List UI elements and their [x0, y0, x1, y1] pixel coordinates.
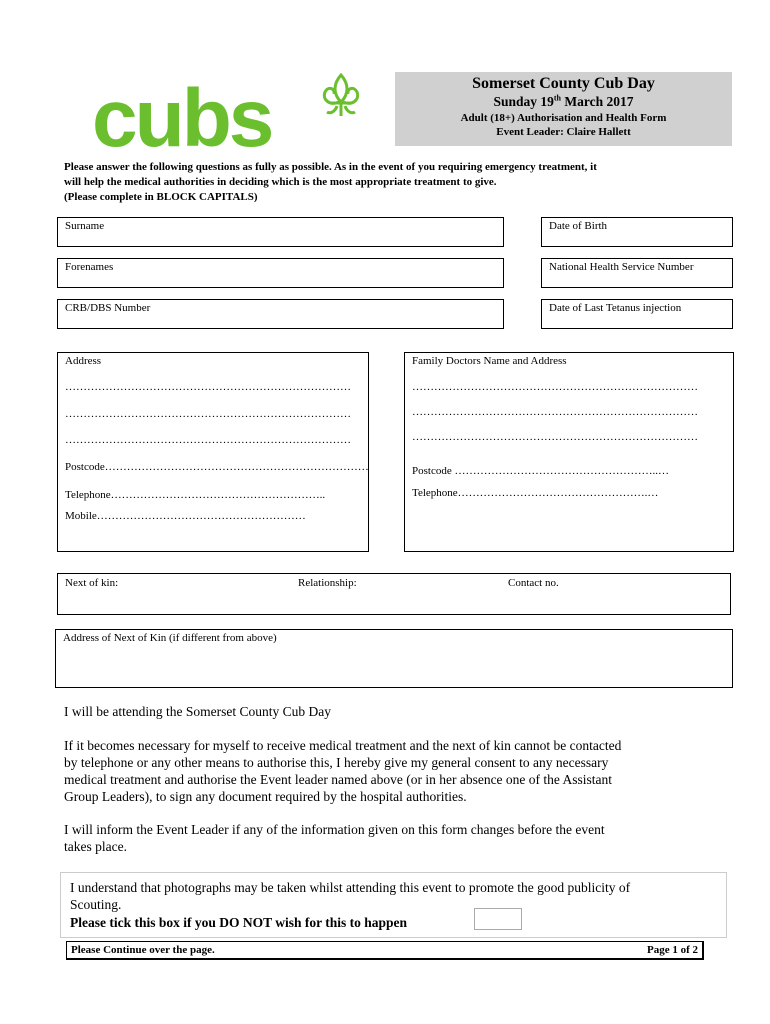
forenames-label: Forenames	[65, 261, 114, 273]
forenames-field[interactable]	[57, 258, 504, 288]
address-mobile: Mobile…………………………………………………	[65, 510, 306, 522]
address-postcode: Postcode………………………………………………………………	[65, 461, 369, 473]
nhs-label: National Health Service Number	[549, 261, 694, 273]
dob-field[interactable]	[541, 217, 733, 247]
doctor-line-2: ……………………………………………………………………	[412, 406, 698, 418]
nhs-number-field[interactable]	[541, 258, 733, 288]
address-label: Address	[65, 355, 102, 367]
next-of-kin-label: Next of kin:	[65, 577, 119, 589]
doctor-telephone: Telephone…………………………………………….…	[412, 487, 659, 499]
next-of-kin-box[interactable]	[57, 573, 731, 615]
address-telephone: Telephone…………………………………………………..	[65, 489, 326, 501]
address-box[interactable]	[57, 352, 369, 552]
page-number: Page 1 of 2	[646, 944, 698, 956]
surname-field[interactable]	[57, 217, 504, 247]
page-footer	[66, 941, 704, 960]
surname-label: Surname	[65, 220, 105, 232]
photo-consent-text: I understand that photographs may be taken whilst attending this event to promote the good publicity of	[70, 880, 631, 895]
next-of-kin-address-box[interactable]	[55, 629, 733, 688]
consent-statement: If it becomes necessary for myself to receive medical treatment and the next of kin cannot be contacted by telephone or any other means to authorise this, I hereby give my general consent to any necessary medical treatment and authorise the Event leader named above (or in her absence one of the Assistant Group Leaders), to sign any document required by the hospital authorities.	[64, 738, 622, 804]
crb-dbs-field[interactable]	[57, 299, 504, 329]
photo-consent-box: I understand that photographs may be taken whilst attending this event to promote the good publicity of Scouting. Please tick this box if you DO NOT wish for this to happen	[60, 872, 727, 938]
photo-opt-out-label: Please tick this box if you DO NOT wish for this to happen	[70, 915, 408, 930]
relationship-label: Relationship:	[298, 577, 357, 589]
address-line-2: ……………………………………………………………………	[65, 408, 351, 420]
tetanus-label: Date of Last Tetanus injection	[549, 302, 682, 314]
next-of-kin-address-label: Address of Next of Kin (if different from above)	[63, 632, 277, 644]
tetanus-date-field[interactable]	[541, 299, 733, 329]
event-title: Somerset County Cub Day	[472, 75, 655, 92]
dob-label: Date of Birth	[549, 220, 608, 232]
instructions: Please answer the following questions as fully as possible. As in the event of you requiring emergency treatment, it will help the medical authorities in deciding which is the most appropriate treatment to give. (Please complete in BLOCK CAPITALS)	[64, 161, 597, 203]
doctor-label: Family Doctors Name and Address	[412, 355, 567, 367]
event-header	[395, 72, 732, 146]
doctor-line-3: ……………………………………………………………………	[412, 431, 698, 443]
doctor-line-1: ……………………………………………………………………	[412, 381, 698, 393]
event-date: Sunday 19th March 2017	[493, 93, 634, 109]
event-leader: Event Leader: Claire Hallett	[496, 126, 631, 138]
contact-number-label: Contact no.	[508, 577, 559, 589]
continue-note: Please Continue over the page.	[71, 944, 215, 956]
doctor-box[interactable]	[404, 352, 734, 552]
crb-label: CRB/DBS Number	[65, 302, 151, 314]
attending-statement: I will be attending the Somerset County Cub Day	[64, 704, 331, 719]
photo-opt-out-checkbox[interactable]	[474, 908, 522, 930]
doctor-postcode: Postcode ………………………………………………..…	[412, 465, 669, 477]
inform-statement: I will inform the Event Leader if any of the information given on this form changes before the event takes place.	[64, 822, 605, 854]
fleur-de-lis-icon	[318, 72, 364, 120]
address-line-1: ……………………………………………………………………	[65, 381, 351, 393]
logo-text: cubs	[92, 84, 272, 154]
cubs-logo	[92, 84, 332, 154]
address-line-3: ……………………………………………………………………	[65, 434, 351, 446]
form-name: Adult (18+) Authorisation and Health Form	[460, 112, 667, 124]
